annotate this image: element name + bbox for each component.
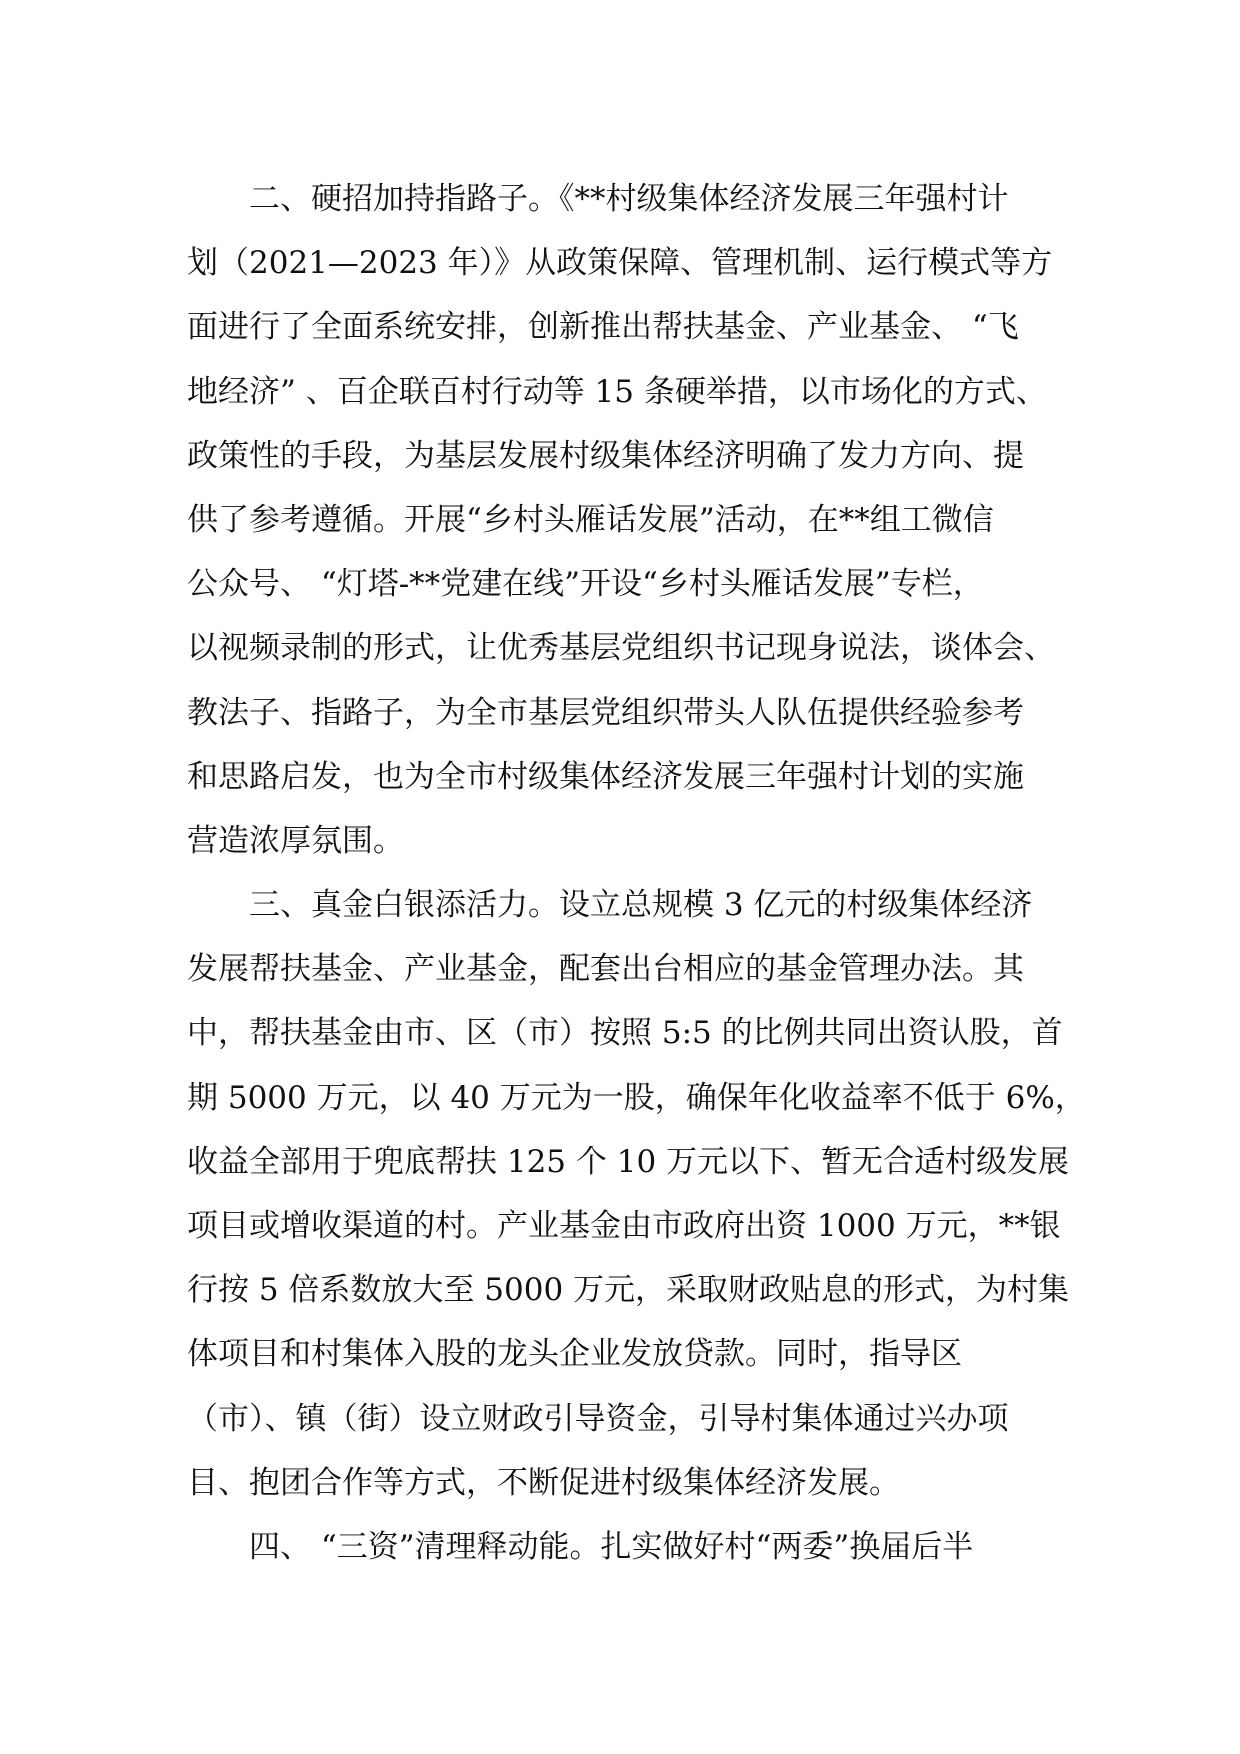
paragraph-line: 二、硬招加持指路子。《**村级集体经济发展三年强村计 [249, 181, 1009, 217]
paragraph-line: 中，帮扶基金由市、区（市）按照 5:5 的比例共同出资认股，首 [187, 1015, 1063, 1052]
paragraph-line: 面进行了全面系统安排，创新推出帮扶基金、产业基金、 “飞 [187, 309, 1019, 346]
paragraph-section-two [187, 167, 1067, 873]
document-body [187, 167, 1086, 1579]
paragraph-line: 行按 5 倍系数放大至 5000 万元，采取财政贴息的形式，为村集 [187, 1272, 1070, 1309]
paragraph-section-three [187, 873, 1086, 1515]
paragraph-line: 地经济” 、百企联百村行动等 15 条硬举措，以市场化的方式、 [187, 373, 1047, 410]
paragraph-line: 营造浓厚氛围。 [187, 822, 404, 859]
paragraph-line: 目、抱团合作等方式，不断促进村级集体经济发展。 [187, 1464, 900, 1501]
paragraph-line: 公众号、 “灯塔-**党建在线”开设“乡村头雁话发展”专栏， [187, 566, 984, 603]
paragraph-line: （市）、镇（街）设立财政引导资金，引导村集体通过兴办项 [187, 1400, 1009, 1437]
paragraph-line: 发展帮扶基金、产业基金，配套出台相应的基金管理办法。其 [187, 951, 1024, 988]
paragraph-line: 期 5000 万元，以 40 万元为一股，确保年化收益率不低于 6%， [187, 1079, 1086, 1116]
paragraph-line: 项目或增收渠道的村。产业基金由市政府出资 1000 万元，**银 [187, 1208, 1061, 1244]
paragraph-line: 四、 “三资”清理释动能。扎实做好村“两委”换届后半 [249, 1528, 974, 1565]
paragraph-line: 政策性的手段，为基层发展村级集体经济明确了发力方向、提 [187, 437, 1024, 474]
paragraph-line: 供了参考遵循。开展“乡村头雁话发展”活动，在**组工微信 [187, 501, 994, 538]
paragraph-line: 体项目和村集体入股的龙头企业发放贷款。同时，指导区 [187, 1336, 962, 1373]
paragraph-line: 划（2021—2023 年）》从政策保障、管理机制、运行模式等方 [187, 245, 1053, 282]
paragraph-line: 和思路启发，也为全市村级集体经济发展三年强村计划的实施 [187, 758, 1024, 795]
paragraph-line: 三、真金白银添活力。设立总规模 3 亿元的村级集体经济 [249, 887, 1033, 924]
paragraph-section-four [187, 1515, 1067, 1579]
paragraph-line: 收益全部用于兜底帮扶 125 个 10 万元以下、暂无合适村级发展 [187, 1143, 1070, 1180]
paragraph-line: 以视频录制的形式，让优秀基层党组织书记现身说法，谈体会、 [187, 630, 1055, 667]
paragraph-line: 教法子、指路子，为全市基层党组织带头人队伍提供经验参考 [187, 694, 1024, 731]
